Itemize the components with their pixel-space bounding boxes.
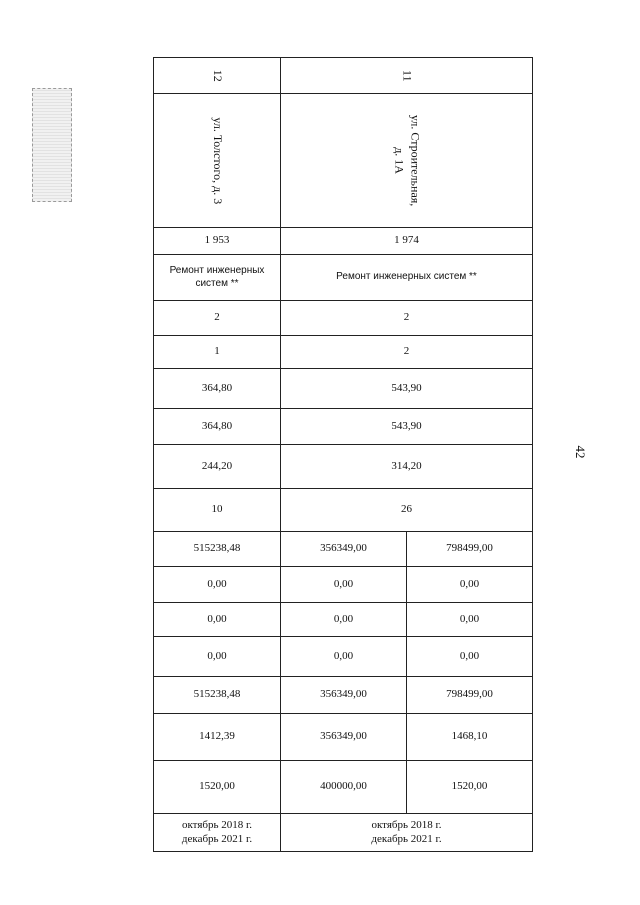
column-11b-cost-z1: 0,00 xyxy=(407,567,533,603)
column-11b-cost-z3: 0,00 xyxy=(407,637,533,677)
column-11-r5: 314,20 xyxy=(281,445,533,489)
max-cost-row xyxy=(154,761,533,814)
work-type-row xyxy=(154,255,533,301)
column-12-unit-cost: 1412,39 xyxy=(154,714,281,761)
column-11a-cost-z3: 0,00 xyxy=(281,637,407,677)
column-11-r2: 2 xyxy=(281,336,533,369)
column-12-r3: 364,80 xyxy=(154,369,281,409)
column-11a-unit-cost: 356349,00 xyxy=(281,714,407,761)
column-12-cost-z1: 0,00 xyxy=(154,567,281,603)
data-row-4 xyxy=(154,409,533,445)
column-11-address-line2: д. 1А xyxy=(392,147,407,174)
unit-cost-row xyxy=(154,714,533,761)
column-12-r2: 1 xyxy=(154,336,281,369)
column-11-address-line1: ул. Строительная, xyxy=(408,114,423,207)
column-11-number: 11 xyxy=(400,69,415,82)
data-row-6 xyxy=(154,489,533,532)
cost-local-row xyxy=(154,677,533,714)
repair-table xyxy=(153,57,533,852)
column-12-address-cell xyxy=(154,94,281,228)
column-12-r6: 10 xyxy=(154,489,281,532)
column-11-r1: 2 xyxy=(281,301,533,336)
column-11b-unit-cost: 1468,10 xyxy=(407,714,533,761)
column-11a-cost-local: 356349,00 xyxy=(281,677,407,714)
column-11a-cost-z1: 0,00 xyxy=(281,567,407,603)
data-row-1 xyxy=(154,301,533,336)
column-11b-max-cost: 1520,00 xyxy=(407,761,533,814)
column-11-year: 1 974 xyxy=(281,228,533,255)
data-row-3 xyxy=(154,369,533,409)
column-12-max-cost: 1520,00 xyxy=(154,761,281,814)
column-12-r1: 2 xyxy=(154,301,281,336)
column-12-cost-total: 515238,48 xyxy=(154,532,281,567)
column-12-number-cell xyxy=(154,58,281,94)
column-12-cost-z2: 0,00 xyxy=(154,603,281,637)
data-row-2 xyxy=(154,336,533,369)
column-12-r5: 244,20 xyxy=(154,445,281,489)
column-11-address xyxy=(391,115,422,206)
column-12-cost-z3: 0,00 xyxy=(154,637,281,677)
column-11-r3: 543,90 xyxy=(281,369,533,409)
cost-z2-row xyxy=(154,603,533,637)
column-12-work-type: Ремонт инженерных систем ** xyxy=(154,255,281,301)
year-row xyxy=(154,228,533,255)
column-11-r6: 26 xyxy=(281,489,533,532)
address-row xyxy=(154,94,533,228)
column-11-address-cell xyxy=(281,94,533,228)
cost-total-row xyxy=(154,532,533,567)
column-12-number: 12 xyxy=(210,69,225,82)
column-11-number-cell xyxy=(281,58,533,94)
column-11a-max-cost: 400000,00 xyxy=(281,761,407,814)
page-number: 42 xyxy=(573,445,588,459)
cost-z3-row xyxy=(154,637,533,677)
data-row-5 xyxy=(154,445,533,489)
cost-z1-row xyxy=(154,567,533,603)
column-12-dates: октябрь 2018 г. декабрь 2021 г. xyxy=(154,814,281,852)
stamp-mark xyxy=(32,88,72,202)
column-11-r4: 543,90 xyxy=(281,409,533,445)
column-11b-cost-z2: 0,00 xyxy=(407,603,533,637)
column-11a-cost-z2: 0,00 xyxy=(281,603,407,637)
column-12-cost-local: 515238,48 xyxy=(154,677,281,714)
column-11b-cost-total: 798499,00 xyxy=(407,532,533,567)
column-11-dates: октябрь 2018 г. декабрь 2021 г. xyxy=(281,814,533,852)
column-12-year: 1 953 xyxy=(154,228,281,255)
header-number-row xyxy=(154,58,533,94)
column-12-address: ул. Толстого, д. 3 xyxy=(210,117,225,204)
dates-row xyxy=(154,814,533,852)
column-11-work-type: Ремонт инженерных систем ** xyxy=(281,255,533,301)
column-12-r4: 364,80 xyxy=(154,409,281,445)
column-11b-cost-local: 798499,00 xyxy=(407,677,533,714)
column-11a-cost-total: 356349,00 xyxy=(281,532,407,567)
